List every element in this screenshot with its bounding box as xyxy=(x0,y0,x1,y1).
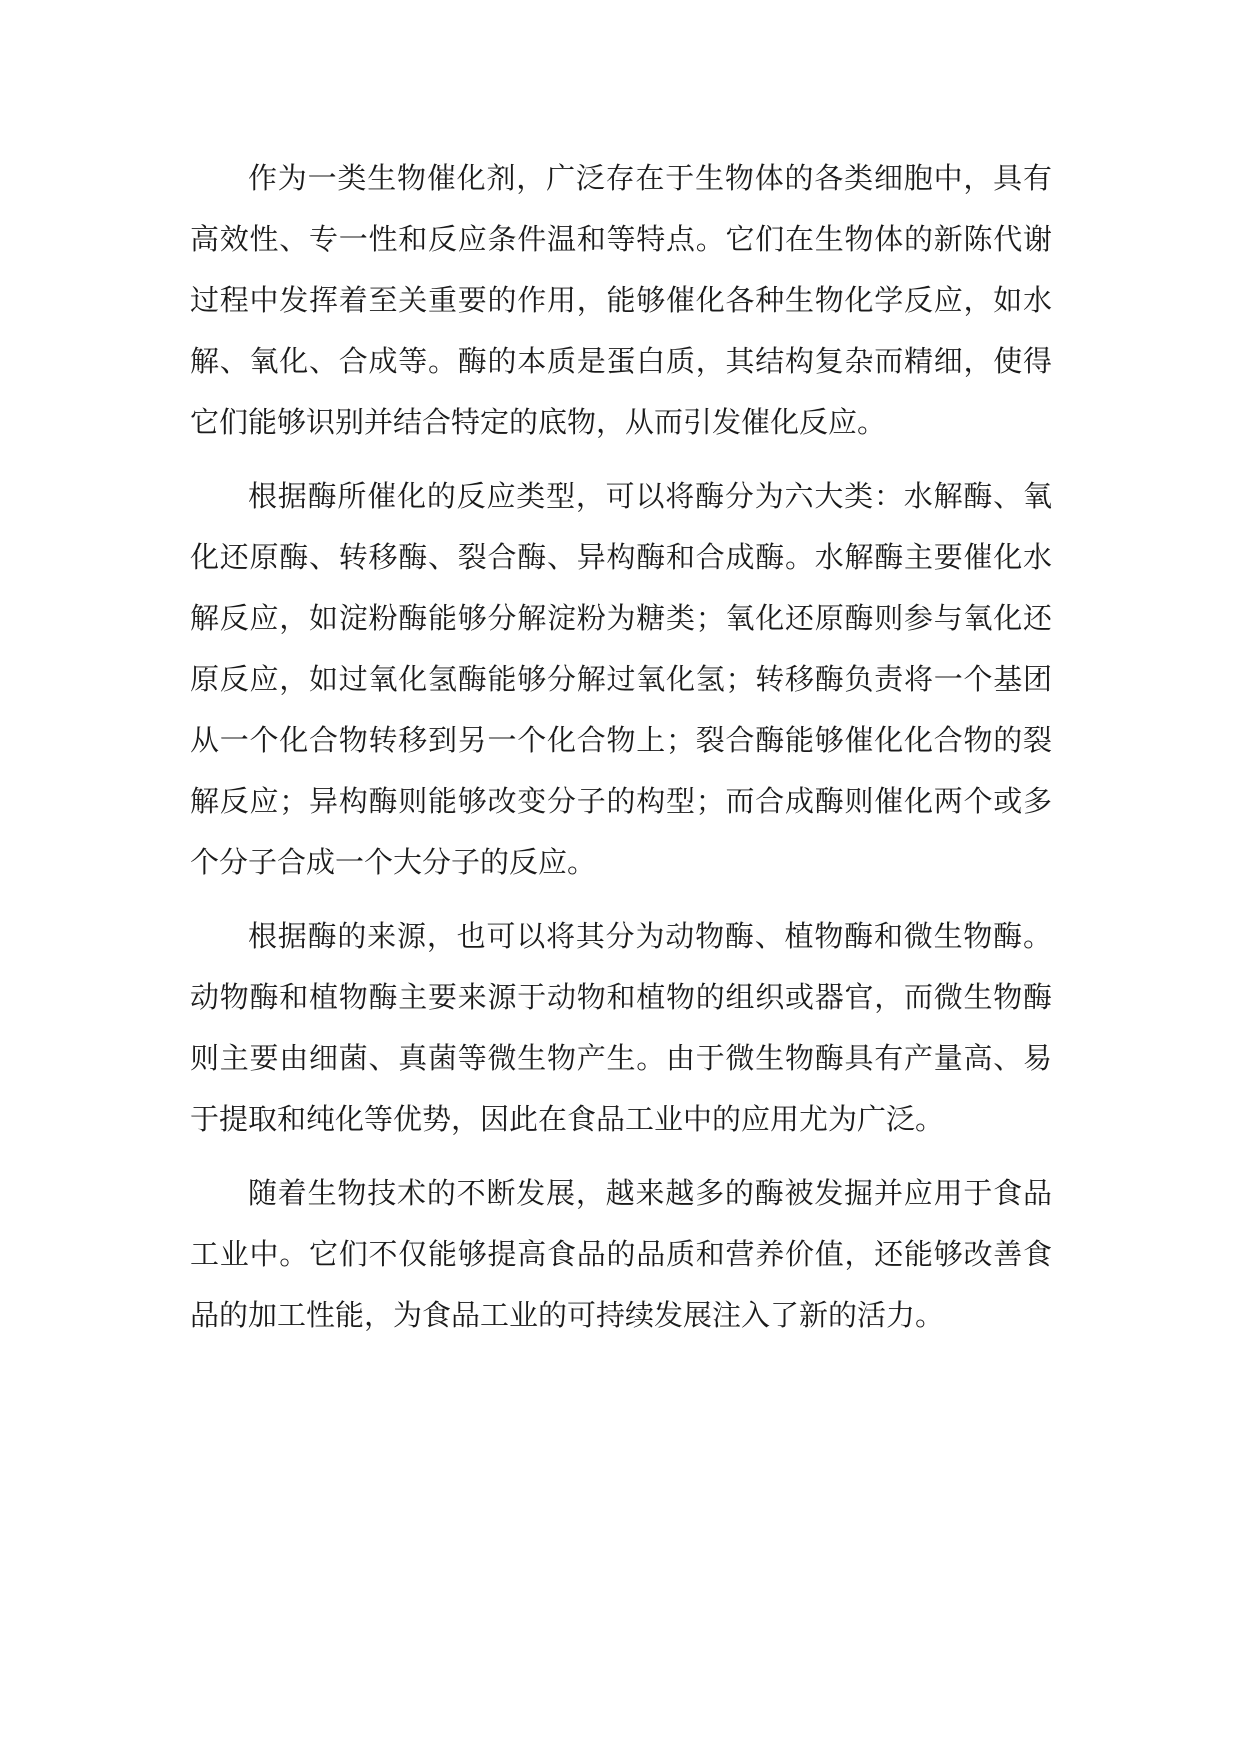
paragraph-enzyme-development: 随着生物技术的不断发展，越来越多的酶被发掘并应用于食品工业中。它们不仅能够提高食品的品质和营养价值，还能够改善食品的加工性能，为食品工业的可持续发展注入了新的活力。 xyxy=(190,1176,1052,1332)
paragraph-enzyme-reaction-types: 根据酶所催化的反应类型，可以将酶分为六大类：水解酶、氧化还原酶、转移酶、裂合酶、异构酶和合成酶。水解酶主要催化水解反应，如淀粉酶能够分解淀粉为糖类；氧化还原酶则参与氧化还原反应，如过氧化氢酶能够分解过氧化氢；转移酶负责将一个基团从一个化合物转移到另一个化合物上；裂合酶能够催化化合物的裂解反应；异构酶则能够改变分子的构型；而合成酶则催化两个或多个分子合成一个大分子的反应。 xyxy=(190,479,1052,879)
body-text xyxy=(190,148,1052,1359)
paragraph-enzyme-overview: 作为一类生物催化剂，广泛存在于生物体的各类细胞中，具有高效性、专一性和反应条件温和等特点。它们在生物体的新陈代谢过程中发挥着至关重要的作用，能够催化各种生物化学反应，如水解、氧化、合成等。酶的本质是蛋白质，其结构复杂而精细，使得它们能够识别并结合特定的底物，从而引发催化反应。 xyxy=(190,161,1052,439)
paragraph-enzyme-sources: 根据酶的来源，也可以将其分为动物酶、植物酶和微生物酶。动物酶和植物酶主要来源于动物和植物的组织或器官，而微生物酶则主要由细菌、真菌等微生物产生。由于微生物酶具有产量高、易于提取和纯化等优势，因此在食品工业中的应用尤为广泛。 xyxy=(190,919,1052,1136)
